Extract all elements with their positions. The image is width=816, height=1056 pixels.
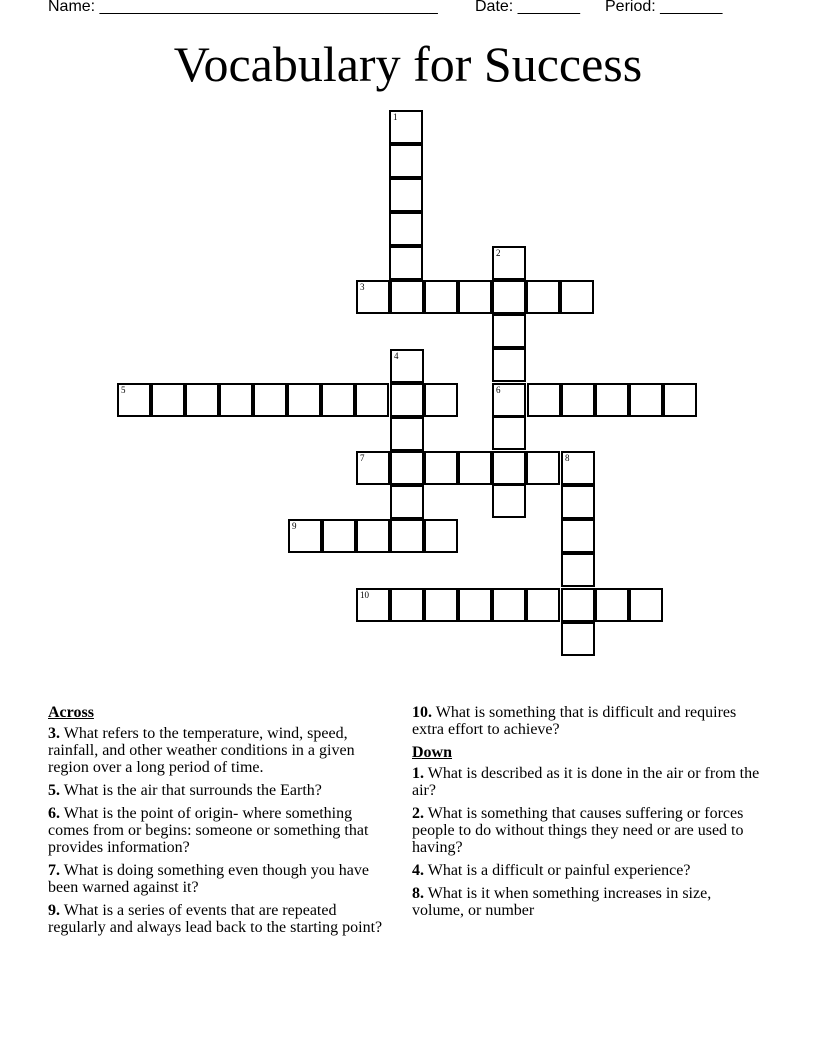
crossword-cell[interactable] [595, 383, 629, 417]
clue-item [48, 725, 396, 776]
crossword-cell[interactable] [287, 383, 321, 417]
down-clues [412, 704, 760, 925]
crossword-cell[interactable] [492, 280, 526, 314]
clue-text: What is something that causes suffering or forces people to do without things they need or are used to having? [412, 805, 744, 856]
crossword-cell[interactable] [356, 588, 390, 622]
clue-number: 3 [360, 282, 365, 292]
clue-number: 4 [394, 351, 399, 361]
clue-text: What is the point of origin- where something comes from or begins: someone or something that provides information? [48, 805, 369, 856]
crossword-cell[interactable] [219, 383, 253, 417]
crossword-cell[interactable] [389, 110, 423, 144]
clue-item [412, 704, 760, 738]
clue-num: 5. [48, 782, 60, 799]
crossword-cell[interactable] [629, 588, 663, 622]
crossword-cell[interactable] [424, 519, 458, 553]
crossword-cell[interactable] [492, 588, 526, 622]
crossword-cell[interactable] [389, 144, 423, 178]
crossword-cell[interactable] [390, 451, 424, 485]
crossword-cell[interactable] [561, 519, 595, 553]
crossword-cell[interactable] [458, 280, 492, 314]
clue-text: What refers to the temperature, wind, speed, rainfall, and other weather conditions in a given region over a long period of time. [48, 725, 355, 776]
crossword-cell[interactable] [390, 588, 424, 622]
clue-number: 5 [121, 385, 126, 395]
clue-num: 4. [412, 862, 424, 879]
clue-num: 3. [48, 725, 60, 742]
crossword-cell[interactable] [492, 348, 526, 382]
crossword-cell[interactable] [629, 383, 663, 417]
crossword-cell[interactable] [185, 383, 219, 417]
clue-number: 9 [292, 521, 297, 531]
crossword-cell[interactable] [390, 417, 424, 451]
crossword-cell[interactable] [492, 451, 526, 485]
down-heading: Down [412, 744, 453, 761]
crossword-cell[interactable] [321, 383, 355, 417]
clue-num: 7. [48, 862, 60, 879]
clue-number: 1 [393, 112, 398, 122]
clue-item [412, 765, 760, 799]
clue-text: What is a difficult or painful experience? [427, 862, 691, 879]
crossword-cell[interactable] [389, 246, 423, 280]
across-heading: Across [48, 704, 94, 721]
crossword-cell[interactable] [356, 519, 390, 553]
clue-text: What is it when something increases in size, volume, or number [412, 885, 712, 919]
crossword-cell[interactable] [492, 383, 526, 417]
crossword-cell[interactable] [526, 588, 560, 622]
crossword-cell[interactable] [458, 588, 492, 622]
crossword-cell[interactable] [390, 349, 424, 383]
crossword-cell[interactable] [492, 314, 526, 348]
across-clues [48, 704, 396, 942]
crossword-cell[interactable] [389, 178, 423, 212]
clue-item [412, 885, 760, 919]
crossword-cell[interactable] [458, 451, 492, 485]
crossword-cell[interactable] [389, 212, 423, 246]
crossword-cell[interactable] [492, 416, 526, 450]
clue-text: What is something that is difficult and requires extra effort to achieve? [412, 704, 737, 738]
crossword-cell[interactable] [390, 280, 424, 314]
clue-number: 6 [496, 385, 501, 395]
crossword-cell[interactable] [560, 280, 594, 314]
clue-num: 2. [412, 805, 424, 822]
crossword-cell[interactable] [355, 383, 389, 417]
crossword-cell[interactable] [356, 451, 390, 485]
crossword-cell[interactable] [561, 622, 595, 656]
crossword-cell[interactable] [424, 280, 458, 314]
crossword-cell[interactable] [561, 553, 595, 587]
clue-text: What is doing something even though you have been warned against it? [48, 862, 369, 896]
crossword-cell[interactable] [151, 383, 185, 417]
clue-num: 1. [412, 765, 424, 782]
crossword-cell[interactable] [561, 588, 595, 622]
clue-number: 7 [360, 453, 365, 463]
clue-item [48, 782, 396, 799]
crossword-cell[interactable] [253, 383, 287, 417]
crossword-cell[interactable] [663, 383, 697, 417]
name-field[interactable]: Name: ______________________________________ [48, 0, 438, 15]
clue-item [412, 862, 760, 879]
crossword-cell[interactable] [561, 485, 595, 519]
crossword-cell[interactable] [561, 451, 595, 485]
crossword-cell[interactable] [117, 383, 151, 417]
clue-number: 8 [565, 453, 570, 463]
clue-num: 9. [48, 902, 60, 919]
date-field[interactable]: Date: _______ [475, 0, 580, 15]
page-title: Vocabulary for Success [173, 36, 643, 92]
crossword-cell[interactable] [390, 485, 424, 519]
crossword-cell[interactable] [492, 484, 526, 518]
clue-item [48, 902, 396, 936]
crossword-cell[interactable] [424, 383, 458, 417]
crossword-cell[interactable] [424, 588, 458, 622]
clue-item [412, 805, 760, 856]
crossword-cell[interactable] [526, 451, 560, 485]
crossword-cell[interactable] [390, 383, 424, 417]
clue-number: 10 [360, 590, 369, 600]
crossword-cell[interactable] [322, 519, 356, 553]
crossword-cell[interactable] [390, 519, 424, 553]
crossword-cell[interactable] [595, 588, 629, 622]
crossword-cell[interactable] [492, 246, 526, 280]
crossword-cell[interactable] [526, 280, 560, 314]
period-field[interactable]: Period: _______ [605, 0, 723, 15]
clue-text: What is described as it is done in the air or from the air? [412, 765, 760, 799]
clue-num: 6. [48, 805, 60, 822]
crossword-cell[interactable] [356, 280, 390, 314]
clue-num: 8. [412, 885, 424, 902]
clue-number: 2 [496, 248, 501, 258]
clue-num: 10. [412, 704, 432, 721]
clue-item [48, 805, 396, 856]
crossword-cell[interactable] [424, 451, 458, 485]
crossword-cell[interactable] [527, 383, 561, 417]
clue-text: What is a series of events that are repeated regularly and always lead back to the starting point? [48, 902, 383, 936]
crossword-cell[interactable] [561, 383, 595, 417]
clue-item [48, 862, 396, 896]
crossword-cell[interactable] [288, 519, 322, 553]
clue-text: What is the air that surrounds the Earth? [63, 782, 322, 799]
